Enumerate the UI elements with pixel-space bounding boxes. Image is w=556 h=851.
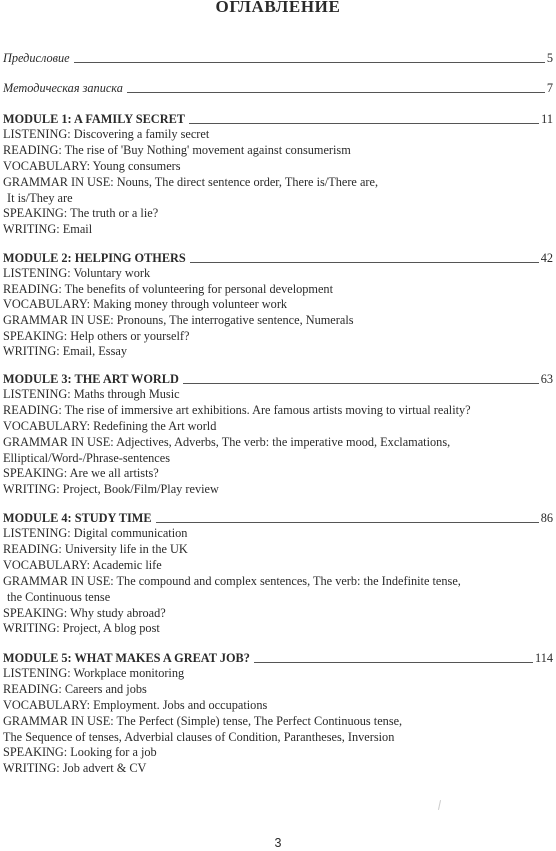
- toc-entry-preface[interactable]: [3, 50, 553, 66]
- module-2-line: READING: The benefits of volunteering for personal development: [3, 282, 333, 296]
- module-5-line: GRAMMAR IN USE: The Perfect (Simple) tense, The Perfect Continuous tense,: [3, 714, 403, 728]
- toc-leader-line: [189, 123, 539, 124]
- toc-page-number: 114: [535, 651, 553, 665]
- module-4-line: SPEAKING: Why study abroad?: [3, 606, 166, 620]
- module-1-line: GRAMMAR IN USE: Nouns, The direct sentence order, There is/There are,: [3, 175, 379, 189]
- module-1-line: LISTENING: Discovering a family secret: [3, 127, 210, 141]
- toc-page-number: 7: [546, 81, 553, 95]
- module-3-line: GRAMMAR IN USE: Adjectives, Adverbs, The verb: the imperative mood, Exclamations,: [3, 435, 451, 449]
- toc-entry-methodical-note[interactable]: [3, 80, 553, 96]
- toc-leader-line: [127, 92, 545, 93]
- module-heading: MODULE 5: WHAT MAKES A GREAT JOB?: [3, 651, 250, 665]
- module-3-line: VOCABULARY: Redefining the Art world: [3, 419, 217, 433]
- toc-entry-label: Методическая записка: [3, 81, 123, 95]
- module-5-line: READING: Careers and jobs: [3, 682, 147, 696]
- module-4-line: LISTENING: Digital communication: [3, 526, 188, 540]
- module-5-line: VOCABULARY: Employment. Jobs and occupations: [3, 698, 268, 712]
- module-4-line: READING: University life in the UK: [3, 542, 188, 556]
- toc-leader-line: [190, 262, 539, 263]
- toc-module-5[interactable]: [3, 650, 553, 666]
- module-5-line: WRITING: Job advert & CV: [3, 761, 147, 775]
- toc-page-number: 11: [541, 112, 553, 126]
- module-4-line: WRITING: Project, A blog post: [3, 621, 160, 635]
- module-1-line: VOCABULARY: Young consumers: [3, 159, 181, 173]
- toc-leader-line: [74, 62, 545, 63]
- module-2-line: LISTENING: Voluntary work: [3, 266, 151, 280]
- module-1-line: It is/They are: [7, 191, 73, 205]
- module-5-line: SPEAKING: Looking for a job: [3, 745, 157, 759]
- toc-entry-label: Предисловие: [3, 51, 70, 65]
- toc-module-4[interactable]: [3, 510, 553, 526]
- toc-leader-line: [156, 522, 539, 523]
- module-4-line: GRAMMAR IN USE: The compound and complex sentences, The verb: the Indefinite tense,: [3, 574, 461, 588]
- toc-module-2[interactable]: [3, 250, 553, 266]
- toc-page-number: 42: [540, 251, 553, 265]
- module-heading: MODULE 2: HELPING OTHERS: [3, 251, 186, 265]
- module-heading: MODULE 4: STUDY TIME: [3, 511, 152, 525]
- toc-module-1[interactable]: [3, 111, 553, 127]
- toc-leader-line: [183, 383, 539, 384]
- module-2-line: WRITING: Email, Essay: [3, 344, 127, 358]
- module-5-line: The Sequence of tenses, Adverbial clauses of Condition, Parantheses, Inversion: [3, 730, 395, 744]
- module-1-line: SPEAKING: The truth or a lie?: [3, 206, 159, 220]
- toc-page-number: 86: [540, 511, 553, 525]
- module-3-line: SPEAKING: Are we all artists?: [3, 466, 159, 480]
- module-1-line: READING: The rise of 'Buy Nothing' movement against consumerism: [3, 143, 351, 157]
- toc-module-3[interactable]: [3, 371, 553, 387]
- toc-leader-line: [254, 662, 533, 663]
- module-4-line: the Continuous tense: [7, 590, 111, 604]
- module-3-line: WRITING: Project, Book/Film/Play review: [3, 482, 219, 496]
- module-1-line: WRITING: Email: [3, 222, 93, 236]
- module-2-line: SPEAKING: Help others or yourself?: [3, 329, 190, 343]
- page-title: ОГЛАВЛЕНИЕ: [215, 0, 341, 16]
- module-3-line: Elliptical/Word-/Phrase-sentences: [3, 451, 171, 465]
- module-3-line: READING: The rise of immersive art exhibitions. Are famous artists moving to virtual reality?: [3, 403, 471, 417]
- module-4-line: VOCABULARY: Academic life: [3, 558, 162, 572]
- scan-mark: [438, 800, 441, 810]
- module-3-line: LISTENING: Maths through Music: [3, 387, 180, 401]
- page-number: 3: [274, 836, 282, 850]
- module-5-line: LISTENING: Workplace monitoring: [3, 666, 185, 680]
- module-heading: MODULE 3: THE ART WORLD: [3, 372, 179, 386]
- toc-page-number: 5: [546, 51, 553, 65]
- module-2-line: VOCABULARY: Making money through volunteer work: [3, 297, 288, 311]
- toc-page-number: 63: [540, 372, 553, 386]
- module-heading: MODULE 1: A FAMILY SECRET: [3, 112, 185, 126]
- module-2-line: GRAMMAR IN USE: Pronouns, The interrogative sentence, Numerals: [3, 313, 354, 327]
